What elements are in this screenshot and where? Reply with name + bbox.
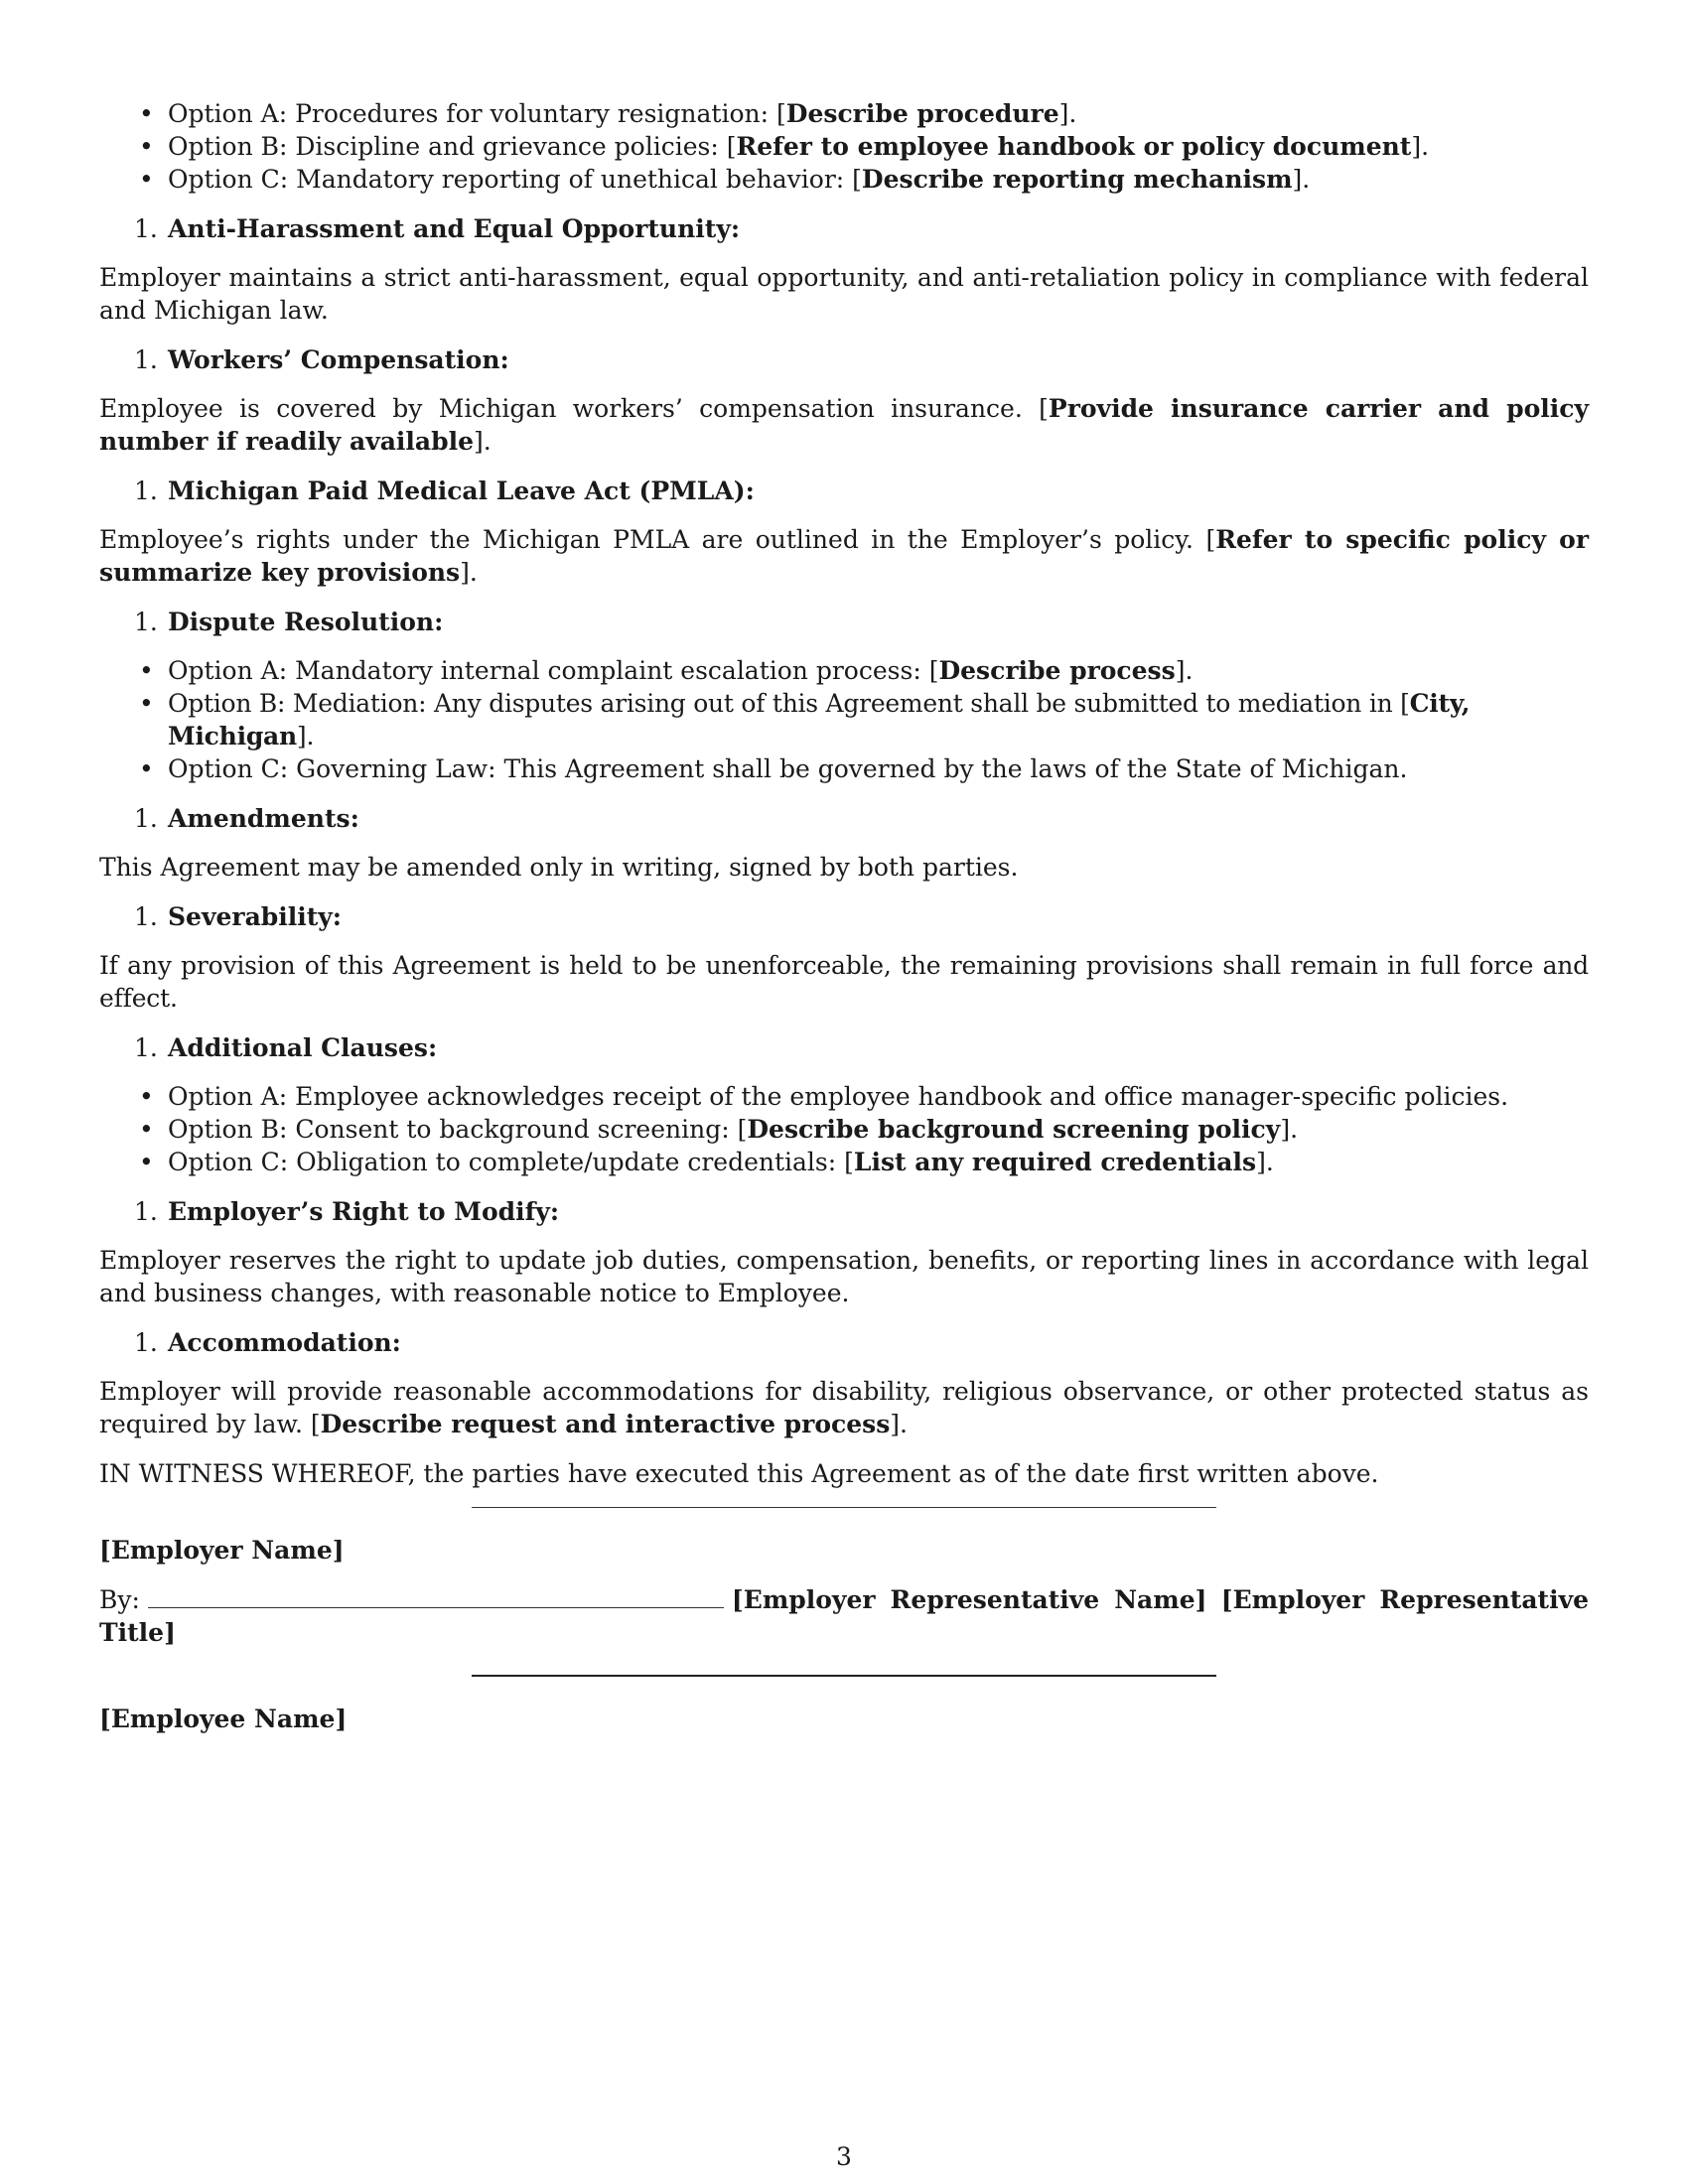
- employer-signature-line: [472, 1507, 1216, 1508]
- section-body-workers-comp: Employee is covered by Michigan workers’ compensation insurance. [Provide insurance carrier and policy number if readily available].: [99, 394, 1590, 456]
- section-body-pmla: Employee’s rights under the Michigan PMLA are outlined in the Employer’s policy. [Refer to specific policy or summarize key provisions].: [99, 525, 1589, 587]
- section-body-amendments: This Agreement may be amended only in writing, signed by both parties.: [99, 853, 1019, 882]
- section-heading-accommodation: 1. Accommodation:: [134, 1328, 401, 1357]
- section-heading-amendments: 1. Amendments:: [134, 804, 359, 833]
- section-heading-pmla: 1. Michigan Paid Medical Leave Act (PMLA):: [134, 477, 755, 505]
- section-heading-dispute-resolution: 1. Dispute Resolution:: [134, 608, 444, 636]
- section-body-severability: If any provision of this Agreement is held to be unenforceable, the remaining provisions shall remain in full force and effect.: [99, 951, 1589, 1013]
- top-options-list: [99, 97, 1589, 196]
- document-page: [99, 97, 1589, 1752]
- list-item: • Option B: Discipline and grievance policies: [Refer to employee handbook or policy document].: [139, 132, 1430, 161]
- rep-title: Employer Representative Title: [99, 1585, 1590, 1647]
- section-heading-right-to-modify: 1. Employer’s Right to Modify:: [134, 1197, 560, 1226]
- section-heading-additional-clauses: 1. Additional Clauses:: [134, 1033, 438, 1062]
- additional-options-list: [99, 1080, 1589, 1178]
- section-body-accommodation: Employer will provide reasonable accommodations for disability, religious observance, or other protected status as required by law. [Describe request and interactive process].: [99, 1377, 1589, 1438]
- employee-signature-line: [472, 1675, 1216, 1677]
- list-item: • Option C: Obligation to complete/update credentials: [List any required credentials].: [139, 1148, 1274, 1176]
- dispute-options-list: [99, 654, 1589, 785]
- by-signature-blank: [148, 1585, 724, 1608]
- section-heading-anti-harassment: 1. Anti-Harassment and Equal Opportunity:: [134, 214, 741, 243]
- page-number: 3: [836, 2142, 852, 2171]
- list-item: • Option A: Mandatory internal complaint escalation process: [Describe process].: [139, 656, 1194, 685]
- section-body-right-to-modify: Employer reserves the right to update job duties, compensation, benefits, or reporting lines in accordance with legal and business changes, with reasonable notice to Employee.: [99, 1246, 1589, 1307]
- list-item: • Option B: Consent to background screening: [Describe background screening policy].: [139, 1115, 1299, 1144]
- employee-name: [Employee Name]: [99, 1705, 348, 1733]
- list-item: • Option C: Mandatory reporting of unethical behavior: [Describe reporting mechanism].: [139, 165, 1311, 194]
- list-item: • Option C: Governing Law: This Agreement shall be governed by the laws of the State of Michigan.: [139, 754, 1408, 783]
- list-item: • Option A: Employee acknowledges receipt of the employee handbook and office manager-specific policies.: [139, 1082, 1509, 1111]
- list-item: • Option B: Mediation: Any disputes arising out of this Agreement shall be submitted to mediation in [City, Michigan].: [139, 689, 1471, 751]
- employer-by-row: By: [Employer Representative Name] [Employer Representative Title]: [99, 1585, 1590, 1647]
- section-heading-workers-comp: 1. Workers’ Compensation:: [134, 345, 509, 374]
- witness-statement: IN WITNESS WHEREOF, the parties have executed this Agreement as of the date first written above.: [99, 1459, 1379, 1488]
- rep-name: Employer Representative Name: [743, 1585, 1196, 1614]
- section-heading-severability: 1. Severability:: [134, 902, 343, 931]
- employer-name: [Employer Name]: [99, 1536, 345, 1565]
- list-item: • Option A: Procedures for voluntary resignation: [Describe procedure].: [139, 99, 1077, 128]
- section-body-anti-harassment: Employer maintains a strict anti-harassment, equal opportunity, and anti-retaliation policy in compliance with federal and Michigan law.: [99, 263, 1589, 325]
